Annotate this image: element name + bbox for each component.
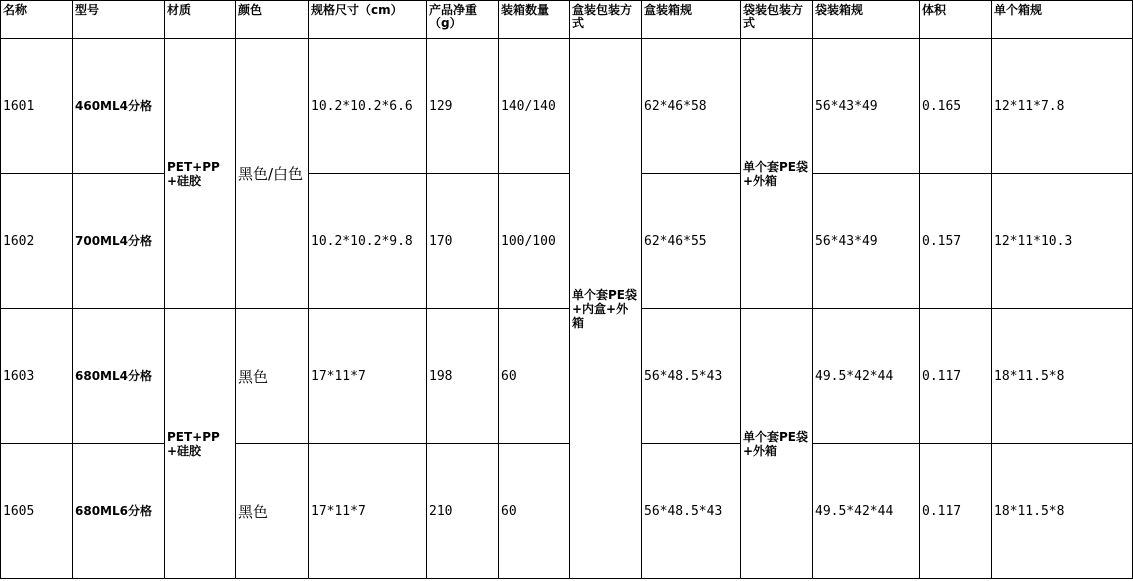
header-bag-pack: 袋装包装方式 (741, 1, 813, 39)
cell-box-spec: 62*46*58 (642, 39, 741, 174)
cell-weight: 170 (427, 174, 499, 309)
cell-bag-pack: 单个套PE袋+外箱 (741, 39, 813, 309)
header-name: 名称 (1, 1, 73, 39)
cell-model: 680ML4分格 (73, 309, 165, 444)
cell-color: 黑色 (236, 444, 309, 579)
header-qty: 装箱数量 (499, 1, 570, 39)
header-color: 颜色 (236, 1, 309, 39)
header-row (1, 1, 1133, 39)
cell-name: 1605 (1, 444, 73, 579)
cell-size: 17*11*7 (309, 444, 427, 579)
cell-volume: 0.165 (920, 39, 992, 174)
cell-size: 10.2*10.2*9.8 (309, 174, 427, 309)
cell-material: PET+PP+硅胶 (165, 309, 236, 579)
cell-bag-pack: 单个套PE袋+外箱 (741, 309, 813, 579)
table-row (1, 39, 1133, 174)
cell-material: PET+PP+硅胶 (165, 39, 236, 309)
cell-size: 10.2*10.2*6.6 (309, 39, 427, 174)
cell-single-spec: 12*11*7.8 (992, 39, 1133, 174)
header-bag-spec: 袋装箱规 (813, 1, 920, 39)
cell-weight: 198 (427, 309, 499, 444)
header-weight: 产品净重（g） (427, 1, 499, 39)
cell-weight: 129 (427, 39, 499, 174)
cell-model: 700ML4分格 (73, 174, 165, 309)
cell-name: 1603 (1, 309, 73, 444)
cell-model: 460ML4分格 (73, 39, 165, 174)
cell-name: 1601 (1, 39, 73, 174)
cell-qty: 60 (499, 309, 570, 444)
cell-qty: 100/100 (499, 174, 570, 309)
cell-volume: 0.157 (920, 174, 992, 309)
cell-bag-spec: 56*43*49 (813, 174, 920, 309)
cell-model: 680ML6分格 (73, 444, 165, 579)
cell-qty: 60 (499, 444, 570, 579)
header-size: 规格尺寸（cm） (309, 1, 427, 39)
cell-qty: 140/140 (499, 39, 570, 174)
header-single-spec: 单个箱规 (992, 1, 1133, 39)
header-box-spec: 盒装箱规 (642, 1, 741, 39)
header-material: 材质 (165, 1, 236, 39)
cell-box-spec: 56*48.5*43 (642, 309, 741, 444)
cell-bag-spec: 49.5*42*44 (813, 444, 920, 579)
cell-box-spec: 62*46*55 (642, 174, 741, 309)
table-row (1, 309, 1133, 444)
cell-volume: 0.117 (920, 309, 992, 444)
cell-bag-spec: 56*43*49 (813, 39, 920, 174)
cell-volume: 0.117 (920, 444, 992, 579)
cell-bag-spec: 49.5*42*44 (813, 309, 920, 444)
cell-box-pack: 单个套PE袋+内盒+外箱 (570, 39, 642, 579)
cell-size: 17*11*7 (309, 309, 427, 444)
header-model: 型号 (73, 1, 165, 39)
header-box-pack: 盒装包装方式 (570, 1, 642, 39)
cell-color: 黑色 (236, 309, 309, 444)
cell-weight: 210 (427, 444, 499, 579)
cell-single-spec: 18*11.5*8 (992, 309, 1133, 444)
cell-single-spec: 18*11.5*8 (992, 444, 1133, 579)
cell-color: 黑色/白色 (236, 39, 309, 309)
header-volume: 体积 (920, 1, 992, 39)
cell-name: 1602 (1, 174, 73, 309)
cell-single-spec: 12*11*10.3 (992, 174, 1133, 309)
cell-box-spec: 56*48.5*43 (642, 444, 741, 579)
